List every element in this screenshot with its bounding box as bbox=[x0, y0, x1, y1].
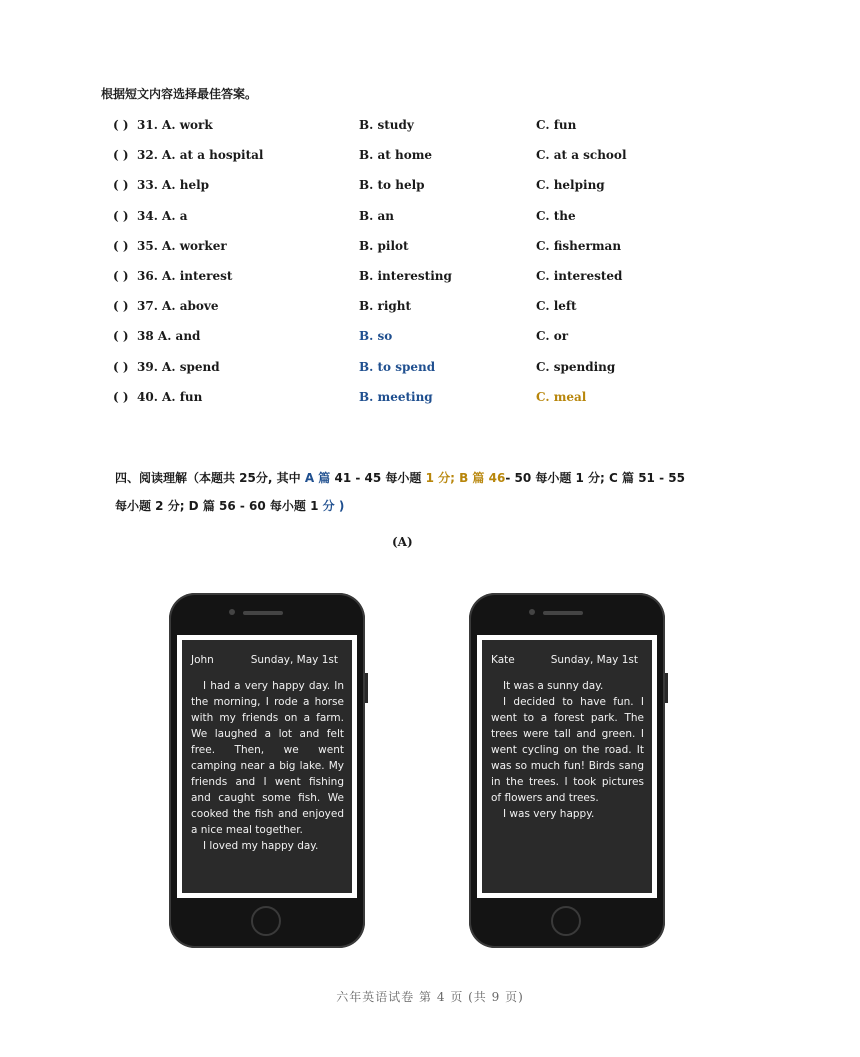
diary-body bbox=[191, 678, 344, 854]
diary-note bbox=[182, 640, 352, 893]
option-a: 38 A. and bbox=[137, 329, 201, 344]
option-a: 32. A. at a hospital bbox=[137, 148, 264, 163]
question-row bbox=[0, 176, 860, 206]
option-b: B. at home bbox=[359, 148, 433, 163]
question-row bbox=[0, 358, 860, 388]
diary-paragraph: I had a very happy day. In the morning, I rode a horse with my friends on a farm. We laughed a lot and felt free. Then, we went camping near a big lake. My friends and I went fishing and caught some fish. We cooked the fish and enjoyed a nice meal together. bbox=[191, 680, 344, 836]
question-row bbox=[0, 207, 860, 237]
section-heading-part: 四、阅读理解（本题共 25分, 其中 bbox=[115, 471, 301, 485]
speaker-icon bbox=[243, 611, 283, 615]
diary-date: Sunday, May 1st bbox=[550, 654, 638, 666]
diary-paragraph: I loved my happy day. bbox=[203, 840, 319, 852]
question-list bbox=[0, 116, 860, 418]
answer-blank[interactable]: ( ) bbox=[113, 389, 129, 404]
camera-icon bbox=[529, 609, 535, 615]
answer-blank[interactable]: ( ) bbox=[113, 208, 129, 223]
question-row bbox=[0, 267, 860, 297]
section-heading-part: B 篇 bbox=[459, 471, 485, 485]
part-label: (A) bbox=[392, 535, 413, 549]
answer-blank[interactable]: ( ) bbox=[113, 118, 129, 132]
answer-blank[interactable]: ( ) bbox=[113, 299, 129, 314]
section-heading-part: - 50 每小题 1 分; C 篇 51 - 55 bbox=[505, 471, 685, 485]
section-heading-part: 分 bbox=[322, 499, 335, 513]
option-c: C. at a school bbox=[536, 148, 627, 163]
option-a: 37. A. above bbox=[137, 299, 219, 314]
phone-screen bbox=[477, 635, 657, 898]
option-a: 39. A. spend bbox=[137, 359, 220, 374]
section-heading-part: 每小题 2 分; D 篇 56 - 60 每小题 1 bbox=[115, 499, 319, 513]
option-b: B. so bbox=[359, 329, 393, 344]
answer-blank[interactable]: ( ) bbox=[113, 148, 129, 163]
option-b: B. pilot bbox=[359, 238, 409, 253]
diary-paragraph: It was a sunny day. bbox=[503, 680, 604, 692]
option-c: C. left bbox=[536, 299, 577, 314]
option-c: C. helping bbox=[536, 178, 605, 193]
home-button-icon bbox=[251, 906, 281, 936]
section-heading-part: 41 - 45 每小题 bbox=[334, 471, 422, 485]
option-a: 40. A. fun bbox=[137, 389, 203, 404]
option-c: C. interested bbox=[536, 268, 623, 283]
phone-illustration-kate bbox=[469, 593, 665, 948]
instruction-heading: 根据短文内容选择最佳答案。 bbox=[101, 87, 258, 101]
diary-paragraph: I decided to have fun. I went to a forest park. The trees were tall and green. I went cycling on the road. It was so much fun! Birds sang in the trees. I took pictures of flowers and trees. bbox=[491, 696, 644, 804]
question-row bbox=[0, 116, 860, 146]
section-heading-part: ) bbox=[338, 499, 345, 513]
page-footer: 六年英语试卷 第 4 页 (共 9 页) bbox=[336, 990, 524, 1004]
question-row bbox=[0, 297, 860, 327]
section-heading-part: 1 分; bbox=[425, 471, 455, 485]
camera-icon bbox=[229, 609, 235, 615]
option-a: 36. A. interest bbox=[137, 268, 233, 283]
side-button bbox=[365, 673, 368, 703]
option-c: C. the bbox=[536, 208, 576, 223]
phone-illustration-john bbox=[169, 593, 365, 948]
option-a: 35. A. worker bbox=[137, 238, 227, 253]
option-a: 34. A. a bbox=[137, 208, 188, 223]
option-b: B. study bbox=[359, 118, 414, 132]
phone-screen bbox=[177, 635, 357, 898]
section-heading-part: A 篇 bbox=[304, 471, 331, 485]
question-row bbox=[0, 146, 860, 176]
diary-note bbox=[482, 640, 652, 893]
option-c: C. fun bbox=[536, 118, 577, 132]
option-c: C. fisherman bbox=[536, 238, 622, 253]
option-c: C. or bbox=[536, 329, 569, 344]
section-heading-part: 46 bbox=[488, 471, 506, 485]
diary-paragraph: I was very happy. bbox=[503, 808, 595, 820]
option-b: B. an bbox=[359, 208, 394, 223]
option-a: 33. A. help bbox=[137, 178, 210, 193]
question-row bbox=[0, 237, 860, 267]
option-c: C. spending bbox=[536, 359, 616, 374]
option-b: B. to spend bbox=[359, 359, 436, 374]
diary-date: Sunday, May 1st bbox=[250, 654, 338, 666]
diary-body bbox=[491, 678, 644, 822]
answer-blank[interactable]: ( ) bbox=[113, 178, 129, 193]
option-b: B. interesting bbox=[359, 268, 452, 283]
answer-blank[interactable]: ( ) bbox=[113, 238, 129, 253]
side-button bbox=[665, 673, 668, 703]
home-button-icon bbox=[551, 906, 581, 936]
question-row bbox=[0, 388, 860, 418]
speaker-icon bbox=[543, 611, 583, 615]
option-a: 31. A. work bbox=[137, 118, 213, 132]
option-c: C. meal bbox=[536, 389, 587, 404]
option-b: B. meeting bbox=[359, 389, 433, 404]
option-b: B. to help bbox=[359, 178, 425, 193]
question-row bbox=[0, 327, 860, 357]
option-b: B. right bbox=[359, 299, 412, 314]
diary-author: Kate bbox=[491, 654, 515, 666]
diary-header bbox=[491, 652, 644, 668]
diary-author: John bbox=[191, 654, 214, 666]
answer-blank[interactable]: ( ) bbox=[113, 268, 129, 283]
answer-blank[interactable]: ( ) bbox=[113, 329, 129, 344]
diary-header bbox=[191, 652, 344, 668]
answer-blank[interactable]: ( ) bbox=[113, 359, 129, 374]
section-heading bbox=[115, 464, 755, 520]
